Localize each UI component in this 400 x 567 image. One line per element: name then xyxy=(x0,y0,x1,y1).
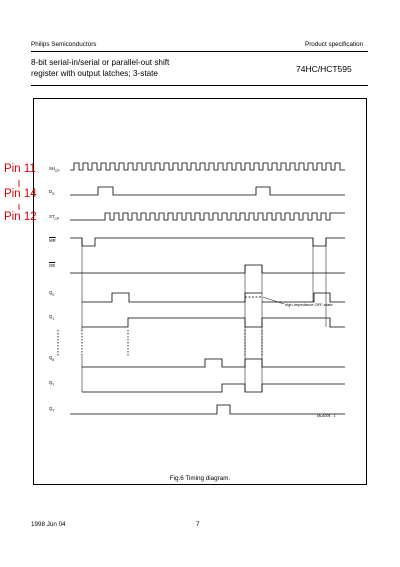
signal-label-ds-main: D xyxy=(49,189,53,194)
footer-page-number: 7 xyxy=(196,521,200,528)
q-continuation-dots xyxy=(58,330,262,356)
signal-label-q7-sub: 7 xyxy=(52,382,55,387)
title-line-1: 8-bit serial-in/serial or parallel-out shift xyxy=(31,58,170,67)
waveform-mr xyxy=(70,238,345,246)
signal-label-ds-sub: S xyxy=(52,191,55,196)
waveform-oe xyxy=(70,265,345,273)
header-company: Philips Semiconductors xyxy=(31,41,97,48)
signal-label-mr: $\overline{MR}$ xyxy=(49,238,56,243)
signal-label-stcp-main: ST xyxy=(49,214,55,219)
figure-caption: Fig.6 Timing diagram. xyxy=(169,475,231,482)
signal-label-q7s-sub: 7' xyxy=(52,408,55,413)
signal-label-q7s-main: Q xyxy=(49,406,53,411)
part-number: 74HC/HCT595 xyxy=(296,64,352,74)
high-impedance-annotation: high-impedance OFF-state xyxy=(285,302,333,307)
signal-label-q7-main: Q xyxy=(49,380,53,385)
signal-label-q6-sub: 6 xyxy=(52,357,55,362)
signal-label-shcp-main: SH xyxy=(49,166,55,171)
waveform-q7s xyxy=(70,405,345,414)
figure-code: MLA005 - 1 xyxy=(317,414,336,418)
signal-label-q0-sub: 0 xyxy=(52,292,55,297)
hiz-leader xyxy=(263,297,284,304)
waveform-q0 xyxy=(82,293,262,302)
signal-label-shcp-sub: CP xyxy=(54,168,60,173)
pin-label-stcp: Pin 12 xyxy=(4,211,37,223)
waveform-shcp xyxy=(70,163,345,170)
waveform-q1 xyxy=(82,318,345,327)
signal-label-q0-main: Q xyxy=(49,290,53,295)
footer-date: 1998 Jun 04 xyxy=(31,521,66,528)
signal-label-q1-main: Q xyxy=(49,314,53,319)
header-doc-type: Product specification xyxy=(305,41,364,48)
pin-label-shcp: Pin 11 xyxy=(4,163,36,175)
signal-label-q1-sub: 1 xyxy=(52,316,55,321)
waveform-q6 xyxy=(82,359,345,367)
reference-verticals xyxy=(82,238,326,392)
waveform-ds xyxy=(70,187,345,195)
waveform-q7 xyxy=(82,384,345,392)
signal-label-q6-main: Q xyxy=(49,355,53,360)
signal-label-oe: $\overline{OE}$ xyxy=(49,263,56,268)
title-line-2: register with output latches; 3-state xyxy=(31,69,158,78)
waveform-stcp xyxy=(70,213,345,220)
signal-label-stcp-sub: CP xyxy=(54,216,60,221)
pin-label-ds: Pin 14 xyxy=(4,188,37,200)
